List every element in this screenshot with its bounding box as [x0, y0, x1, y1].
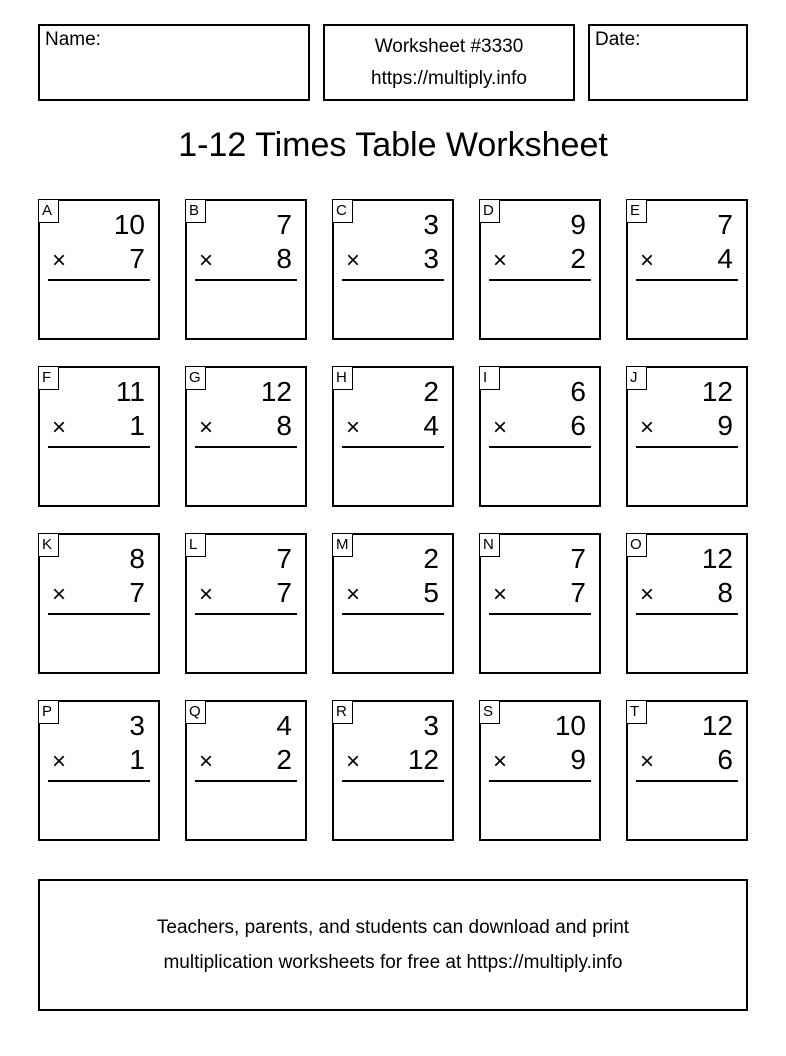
- times-sign: ×: [346, 247, 361, 274]
- problem-letter: I: [479, 366, 500, 390]
- footer-line-1: Teachers, parents, and students can download and print: [156, 917, 630, 938]
- problem-card[interactable]: [38, 533, 160, 674]
- multiplier: 3: [423, 243, 439, 274]
- multiplicand: 3: [129, 710, 145, 741]
- multiplier: 9: [570, 744, 586, 775]
- problem-card[interactable]: [185, 700, 307, 841]
- answer-line: [342, 279, 444, 281]
- worksheet-info-box: [323, 24, 575, 101]
- multiplier: 7: [129, 577, 145, 608]
- problem-letter: O: [626, 533, 647, 557]
- times-sign: ×: [346, 414, 361, 441]
- problem-card[interactable]: [332, 533, 454, 674]
- problem-card[interactable]: [185, 366, 307, 507]
- problem-card[interactable]: [479, 199, 601, 340]
- problem-letter: R: [332, 700, 353, 724]
- multiplicand: 12: [701, 710, 733, 741]
- footer-line-2: multiplication worksheets for free at https://multiply.info: [163, 952, 623, 973]
- problem-card[interactable]: [626, 366, 748, 507]
- problem-letter: B: [185, 199, 206, 223]
- multiplicand: 11: [115, 376, 145, 407]
- multiplicand: 12: [701, 543, 733, 574]
- problem-card[interactable]: [479, 533, 601, 674]
- multiplicand: 12: [260, 376, 292, 407]
- multiplier: 8: [717, 577, 733, 608]
- times-sign: ×: [52, 581, 67, 608]
- times-sign: ×: [640, 748, 655, 775]
- answer-line: [342, 446, 444, 448]
- multiplier: 7: [570, 577, 586, 608]
- problem-letter: D: [479, 199, 500, 223]
- multiplier: 5: [423, 577, 439, 608]
- answer-line: [342, 780, 444, 782]
- times-sign: ×: [493, 414, 508, 441]
- times-sign: ×: [52, 748, 67, 775]
- answer-line: [48, 446, 150, 448]
- multiplicand: 6: [570, 376, 586, 407]
- worksheet-number: Worksheet #3330: [374, 36, 524, 57]
- multiplier: 7: [276, 577, 292, 608]
- multiplicand: 7: [570, 543, 586, 574]
- multiplicand: 7: [717, 209, 733, 240]
- multiplicand: 2: [423, 376, 439, 407]
- times-sign: ×: [640, 581, 655, 608]
- problem-letter: G: [185, 366, 206, 390]
- problem-card[interactable]: [38, 366, 160, 507]
- answer-line: [195, 446, 297, 448]
- problem-letter: P: [38, 700, 59, 724]
- answer-line: [195, 780, 297, 782]
- multiplicand: 2: [423, 543, 439, 574]
- times-sign: ×: [52, 247, 67, 274]
- multiplier: 4: [717, 243, 733, 274]
- answer-line: [489, 613, 591, 615]
- problem-letter: K: [38, 533, 59, 557]
- problem-card[interactable]: [479, 366, 601, 507]
- problem-card[interactable]: [626, 199, 748, 340]
- problem-card[interactable]: [626, 700, 748, 841]
- times-sign: ×: [493, 581, 508, 608]
- multiplicand: 10: [554, 710, 586, 741]
- problem-letter: N: [479, 533, 500, 557]
- multiplier: 1: [129, 410, 145, 441]
- answer-line: [636, 780, 738, 782]
- problem-letter: M: [332, 533, 353, 557]
- problem-letter: C: [332, 199, 353, 223]
- multiplier: 1: [129, 744, 145, 775]
- multiplier: 7: [129, 243, 145, 274]
- name-box[interactable]: [38, 24, 310, 101]
- problem-card[interactable]: [332, 199, 454, 340]
- multiplicand: 12: [701, 376, 733, 407]
- times-sign: ×: [346, 581, 361, 608]
- problem-letter: T: [626, 700, 647, 724]
- problem-card[interactable]: [626, 533, 748, 674]
- multiplier: 12: [407, 744, 439, 775]
- footer-box: [38, 879, 748, 1011]
- answer-line: [342, 613, 444, 615]
- multiplier: 9: [717, 410, 733, 441]
- problem-card[interactable]: [479, 700, 601, 841]
- multiplicand: 3: [423, 209, 439, 240]
- multiplier: 6: [717, 744, 733, 775]
- answer-line: [636, 613, 738, 615]
- multiplicand: 3: [423, 710, 439, 741]
- problem-letter: E: [626, 199, 647, 223]
- times-sign: ×: [493, 247, 508, 274]
- times-sign: ×: [640, 414, 655, 441]
- multiplier: 6: [570, 410, 586, 441]
- answer-line: [489, 780, 591, 782]
- times-sign: ×: [199, 247, 214, 274]
- page-title: 1-12 Times Table Worksheet: [178, 126, 608, 164]
- times-sign: ×: [52, 414, 67, 441]
- answer-line: [636, 446, 738, 448]
- times-sign: ×: [346, 748, 361, 775]
- problem-card[interactable]: [332, 700, 454, 841]
- times-sign: ×: [493, 748, 508, 775]
- answer-line: [48, 613, 150, 615]
- times-sign: ×: [199, 581, 214, 608]
- multiplier: 2: [570, 243, 586, 274]
- answer-line: [636, 279, 738, 281]
- multiplicand: 10: [113, 209, 145, 240]
- times-sign: ×: [199, 414, 214, 441]
- times-sign: ×: [640, 247, 655, 274]
- answer-line: [489, 279, 591, 281]
- answer-line: [489, 446, 591, 448]
- date-box[interactable]: [588, 24, 748, 101]
- problem-card[interactable]: [38, 199, 160, 340]
- multiplier: 8: [276, 243, 292, 274]
- multiplier: 4: [423, 410, 439, 441]
- answer-line: [48, 780, 150, 782]
- answer-line: [48, 279, 150, 281]
- answer-line: [195, 279, 297, 281]
- answer-line: [195, 613, 297, 615]
- problem-letter: S: [479, 700, 500, 724]
- multiplicand: 8: [129, 543, 145, 574]
- problem-letter: H: [332, 366, 353, 390]
- problem-card[interactable]: [185, 199, 307, 340]
- name-label: Name:: [45, 29, 101, 50]
- problem-letter: L: [185, 533, 206, 557]
- problem-letter: F: [38, 366, 59, 390]
- date-label: Date:: [595, 29, 641, 50]
- multiplier: 2: [276, 744, 292, 775]
- multiplicand: 7: [276, 209, 292, 240]
- multiplicand: 9: [570, 209, 586, 240]
- multiplicand: 4: [276, 710, 292, 741]
- worksheet-url: https://multiply.info: [371, 68, 527, 89]
- problem-letter: J: [626, 366, 647, 390]
- problem-card[interactable]: [185, 533, 307, 674]
- times-sign: ×: [199, 748, 214, 775]
- problem-card[interactable]: [332, 366, 454, 507]
- problem-card[interactable]: [38, 700, 160, 841]
- multiplier: 8: [276, 410, 292, 441]
- problem-letter: Q: [185, 700, 206, 724]
- problem-letter: A: [38, 199, 59, 223]
- multiplicand: 7: [276, 543, 292, 574]
